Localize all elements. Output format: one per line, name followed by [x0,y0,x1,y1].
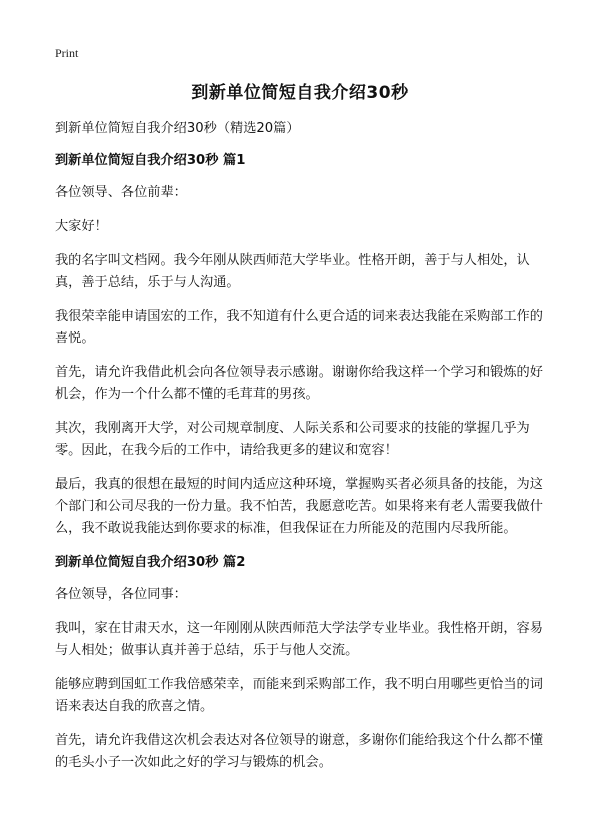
paragraph: 其次，我刚离开大学，对公司规章制度、人际关系和公司要求的技能的掌握几乎为零。因此，在我今后的工作中，请给我更多的建议和宽容！ [55,421,530,458]
paragraph: 能够应聘到国虹工作我倍感荣幸，而能来到采购部工作，我不明白用哪些更恰当的词语来表达自我的欣喜之情。 [55,677,543,714]
paragraph: 首先，请允许我借此机会向各位领导表示感谢。谢谢你给我这样一个学习和锻炼的好机会，作为一个什么都不懂的毛茸茸的男孩。 [55,365,543,402]
paragraph: 首先，请允许我借这次机会表达对各位领导的谢意，多谢你们能给我这个什么都不懂的毛头小子一次如此之好的学习与锻炼的机会。 [55,733,543,770]
print-link[interactable]: Print [55,46,79,60]
article-subtitle: 到新单位简短自我介绍30秒（精选20篇） [55,121,300,136]
paragraph: 各位领导、各位前辈： [55,185,187,200]
paragraph: 各位领导，各位同事： [55,587,187,602]
paragraph: 我叫，家在甘肃天水，这一年刚刚从陕西师范大学法学专业毕业。我性格开朗，容易与人相处；做事认真并善于总结，乐于与他人交流。 [55,621,543,658]
paragraph: 我很荣幸能申请国宏的工作，我不知道有什么更合适的词来表达我能在采购部工作的喜悦。 [55,309,543,346]
section-heading: 到新单位简短自我介绍30秒 篇1 [55,153,246,168]
article-body [55,118,555,786]
page-title: 到新单位简短自我介绍30秒 [191,83,409,103]
paragraph: 最后，我真的很想在最短的时间内适应这种环境，掌握购买者必须具备的技能，为这个部门和公司尽我的一份力量。我不怕苦，我愿意吃苦。如果将来有老人需要我做什么，我不敢说我能达到你要求的标准，但我保证在力所能及的范围内尽我所能。 [55,477,543,536]
paragraph: 我的名字叫文档网。我今年刚从陕西师范大学毕业。性格开朗，善于与人相处，认真，善于总结，乐于与人沟通。 [55,253,530,290]
paragraph: 大家好！ [55,219,108,234]
section-heading: 到新单位简短自我介绍30秒 篇2 [55,555,246,570]
